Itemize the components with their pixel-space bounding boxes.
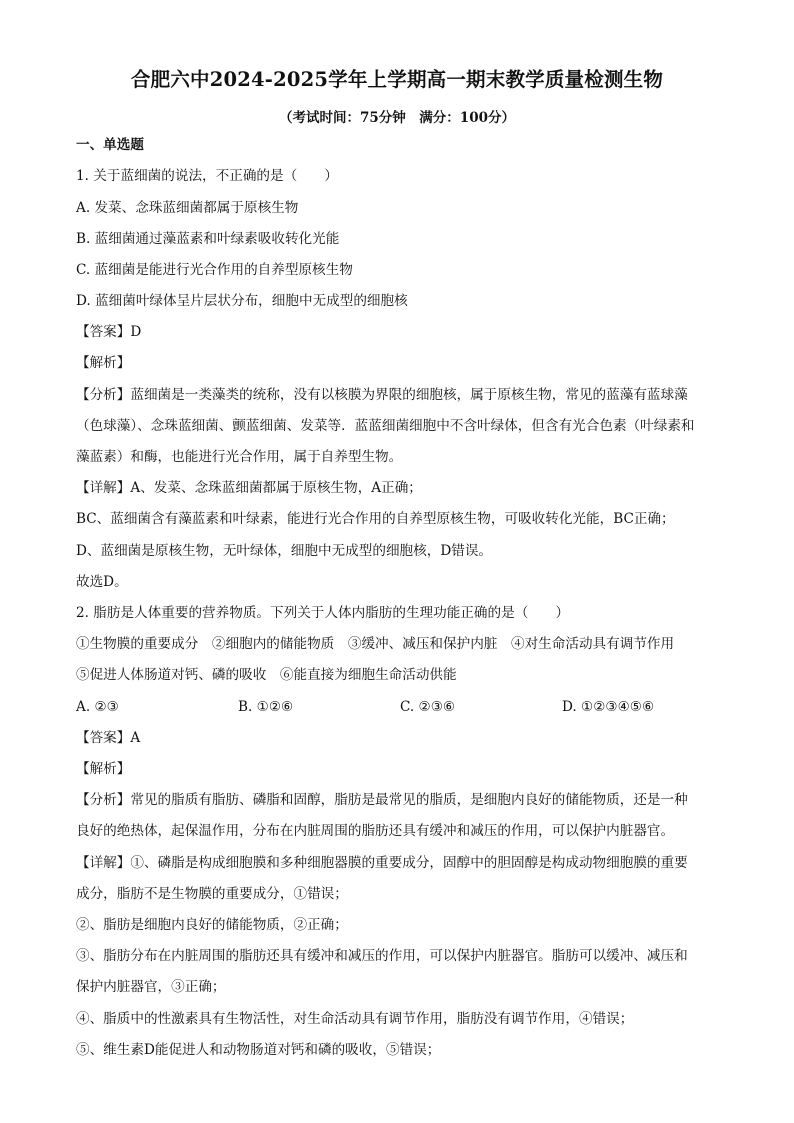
document-title: 合肥六中2024-2025学年上学期高一期末教学质量检测生物 bbox=[130, 68, 664, 91]
q2-analysis-line: 良好的绝热体，起保温作用，分布在内脏周围的脂肪还具有缓冲和减压的作用，可以保护内脏器官。 bbox=[76, 823, 675, 839]
q1-analysis-line: （色球藻）、念珠蓝细菌、颤蓝细菌、发菜等．蓝蓝细菌细胞中不含叶绿体，但含有光合色素（叶绿素和 bbox=[76, 418, 695, 434]
q2-analysis-line: 【分析】常见的脂质有脂肪、磷脂和固醇，脂肪是最常见的脂质，是细胞内良好的储能物质，还是一种 bbox=[76, 792, 688, 808]
q2-answer: 【答案】A bbox=[76, 730, 141, 746]
q2-stem: 2. 脂肪是人体重要的营养物质。下列关于人体内脂肪的生理功能正确的是（ ） bbox=[76, 605, 570, 621]
q1-conclusion: 故选D。 bbox=[76, 574, 128, 590]
q2-detail-line: ②、脂肪是细胞内良好的储能物质，②正确； bbox=[76, 917, 348, 933]
q2-option-a: A. ②③ bbox=[76, 699, 119, 715]
q1-detail-line: 【详解】A、发菜、念珠蓝细菌都属于原核生物，A正确； bbox=[76, 480, 422, 496]
section-heading: 一、单选题 bbox=[76, 137, 144, 153]
q2-option-c: C. ②③⑥ bbox=[400, 699, 456, 715]
q2-items-line-1: ①生物膜的重要成分 ②细胞内的储能物质 ③缓冲、减压和保护内脏 ④对生命活动具有调节作用 bbox=[76, 636, 675, 652]
q1-option-c: C. 蓝细菌是能进行光合作用的自养型原核生物 bbox=[76, 262, 353, 278]
exam-info: （考试时间：75分钟 满分：100分） bbox=[279, 110, 515, 126]
q2-detail-line: ③、脂肪分布在内脏周围的脂肪还具有缓冲和减压的作用，可以保护内脏器官。脂肪可以缓冲、减压和 bbox=[76, 948, 688, 964]
q2-detail-line: ⑤、维生素D能促进人和动物肠道对钙和磷的吸收，⑤错误； bbox=[76, 1042, 441, 1058]
q2-detail-line: 成分，脂肪不是生物膜的重要成分，①错误； bbox=[76, 886, 348, 902]
q1-answer: 【答案】D bbox=[76, 324, 142, 340]
q2-analysis-label: 【解析】 bbox=[76, 761, 131, 777]
q2-detail-line: 【详解】①、磷脂是构成细胞膜和多种细胞器膜的重要成分，固醇中的胆固醇是构成动物细胞膜的重要 bbox=[76, 855, 688, 871]
q1-option-a: A. 发菜、念珠蓝细菌都属于原核生物 bbox=[76, 200, 299, 216]
q1-option-d: D. 蓝细菌叶绿体呈片层状分布，细胞中无成型的细胞核 bbox=[76, 293, 408, 309]
q1-analysis-line: 藻蓝素）和酶，也能进行光合作用，属于自养型生物。 bbox=[76, 449, 403, 465]
q2-option-b: B. ①②⑥ bbox=[238, 699, 294, 715]
q2-detail-line: ④、脂质中的性激素具有生物活性，对生命活动具有调节作用，脂肪没有调节作用，④错误； bbox=[76, 1011, 634, 1027]
q2-option-d: D. ①②③④⑤⑥ bbox=[562, 699, 655, 715]
q2-items-line-2: ⑤促进人体肠道对钙、磷的吸收 ⑥能直接为细胞生命活动供能 bbox=[76, 667, 457, 683]
q1-detail-line: D、蓝细菌是原核生物，无叶绿体，细胞中无成型的细胞核，D错误。 bbox=[76, 543, 493, 559]
q1-stem: 1. 关于蓝细菌的说法，不正确的是（ ） bbox=[76, 168, 338, 184]
q1-analysis-label: 【解析】 bbox=[76, 355, 131, 371]
q1-option-b: B. 蓝细菌通过藻蓝素和叶绿素吸收转化光能 bbox=[76, 231, 340, 247]
q1-detail-line: BC、蓝细菌含有藻蓝素和叶绿素，能进行光合作用的自养型原核生物，可吸收转化光能，BC正确； bbox=[76, 511, 675, 527]
q1-analysis-line: 【分析】蓝细菌是一类藻类的统称，没有以核膜为界限的细胞核，属于原核生物，常见的蓝藻有蓝球藻 bbox=[76, 387, 688, 403]
q2-detail-line: 保护内脏器官，③正确； bbox=[76, 979, 226, 995]
